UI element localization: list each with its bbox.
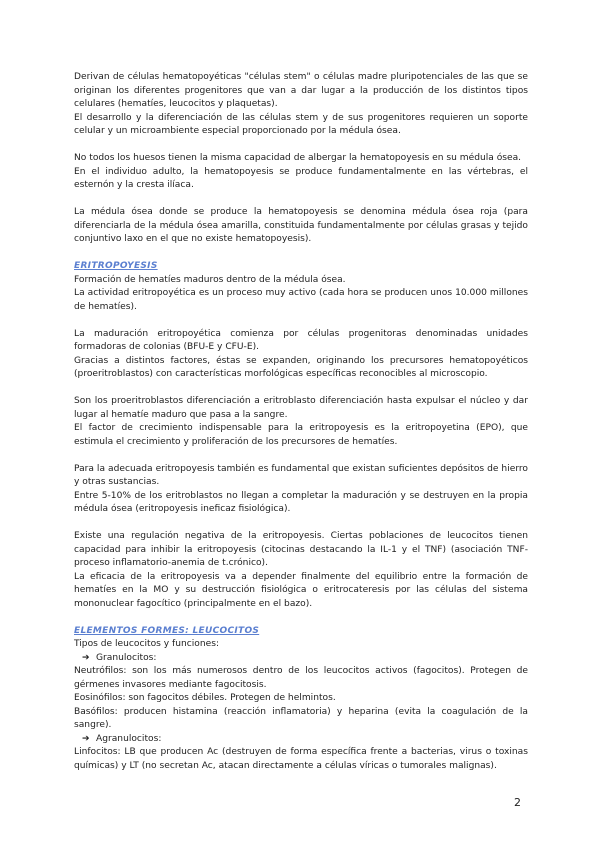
- paragraph: Gracias a distintos factores, éstas se expanden, originando los precursores hematopoyéticos (proeritroblastos) con características morfológicas específicas reconocibles al microscopio.: [74, 355, 528, 379]
- list-item-label: Agranulocitos:: [96, 733, 162, 744]
- paragraph: El factor de crecimiento indispensable para la eritropoyesis es la eritropoyetina (EPO), que estimula el crecimiento y proliferación de los precursores de hematíes.: [74, 423, 528, 447]
- paragraph: Basófilos: producen histamina (reacción inflamatoria) y heparina (evita la coagulación de la sangre).: [74, 706, 528, 730]
- paragraph: Para la adecuada eritropoyesis también es fundamental que existan suficientes depósitos de hierro y otras sustancias.: [74, 463, 528, 487]
- spacer: [74, 382, 528, 396]
- paragraph: El desarrollo y la diferenciación de las células stem y de sus progenitores requieren un soporte celular y un microambiente especial proporcionado por la médula ósea.: [74, 112, 528, 136]
- paragraph: Eosinófilos: son fagocitos débiles. Protegen de helmintos.: [74, 693, 336, 703]
- paragraph: Son los proeritroblastos diferenciación a eritroblasto diferenciación hasta expulsar el núcleo y dar lugar al hematíe maduro que pasa a la sangre.: [74, 396, 528, 420]
- paragraph: Tipos de leucocitos y funciones:: [74, 639, 220, 649]
- arrow-right-icon: ➔: [82, 733, 90, 744]
- page-number: 2: [514, 796, 521, 809]
- paragraph: Formación de hematíes maduros dentro de la médula ósea.: [74, 274, 346, 285]
- section-heading-eritropoyesis: ERITROPOYESIS: [74, 261, 158, 271]
- spacer: [74, 517, 528, 531]
- paragraph: Neutrófilos: son los más numerosos dentro de los leucocitos activos (fagocitos). Protegen de gérmenes invasores mediante fagocitosis.: [74, 666, 528, 690]
- paragraph: Derivan de células hematopoyéticas "células stem" o células madre pluripotenciales de las que se originan los diferentes progenitores que van a dar lugar a la producción de los distintos tipos celulares (hematíes, leucocitos y plaquetas).: [74, 72, 528, 109]
- paragraph: En el individuo adulto, la hematopoyesis se produce fundamentalmente en las vértebras, el esternón y la cresta ilíaca.: [74, 166, 528, 190]
- spacer: [74, 139, 528, 153]
- paragraph: No todos los huesos tienen la misma capacidad de albergar la hematopoyesis en su médula ósea.: [74, 153, 522, 163]
- paragraph: Existe una regulación negativa de la eritropoyesis. Ciertas poblaciones de leucocitos tienen capacidad para inhibir la eritropoyesis (citocinas destacando la IL-1 y el TNF) (asociación TNF-proceso inflamatorio-anemia de t.crónico).: [74, 531, 528, 568]
- spacer: [74, 193, 528, 207]
- list-item-label: Granulocitos:: [96, 652, 157, 663]
- paragraph: La médula ósea donde se produce la hematopoyesis se denomina médula ósea roja (para diferenciarla de la médula ósea amarilla, constituida fundamentalmente por células grasas y tejido conjuntivo laxo en el que no existe hematopoyesis).: [74, 207, 528, 244]
- paragraph: La maduración eritropoyética comienza por células progenitoras denominadas unidades formadoras de colonias (BFU-E y CFU-E).: [74, 328, 528, 352]
- spacer: [74, 611, 528, 625]
- paragraph: Linfocitos: LB que producen Ac (destruyen de forma específica frente a bacterias, virus o toxinas químicas) y LT (no secretan Ac, atacan directamente a células víricas o tumorales malignas).: [74, 747, 528, 771]
- page-content: [74, 71, 528, 773]
- arrow-right-icon: ➔: [82, 652, 90, 663]
- list-item-granulocitos: [74, 652, 528, 666]
- paragraph: La actividad eritropoyética es un proceso muy activo (cada hora se producen unos 10.000 millones de hematíes).: [74, 288, 528, 312]
- spacer: [74, 314, 528, 328]
- section-heading-leucocitos: ELEMENTOS FORMES: LEUCOCITOS: [74, 625, 260, 636]
- paragraph: Entre 5-10% de los eritroblastos no llegan a completar la maduración y se destruyen en la propia médula ósea (eritropoyesis ineficaz fisiológica).: [74, 490, 528, 514]
- spacer: [74, 247, 528, 261]
- list-item-agranulocitos: [74, 733, 528, 747]
- spacer: [74, 449, 528, 463]
- paragraph: La eficacia de la eritropoyesis va a depender finalmente del equilibrio entre la formación de hematíes en la MO y su destrucción fisiológica o eritrocateresis por las células del sistema mononuclear fagocítico (principalmente en el bazo).: [74, 571, 528, 609]
